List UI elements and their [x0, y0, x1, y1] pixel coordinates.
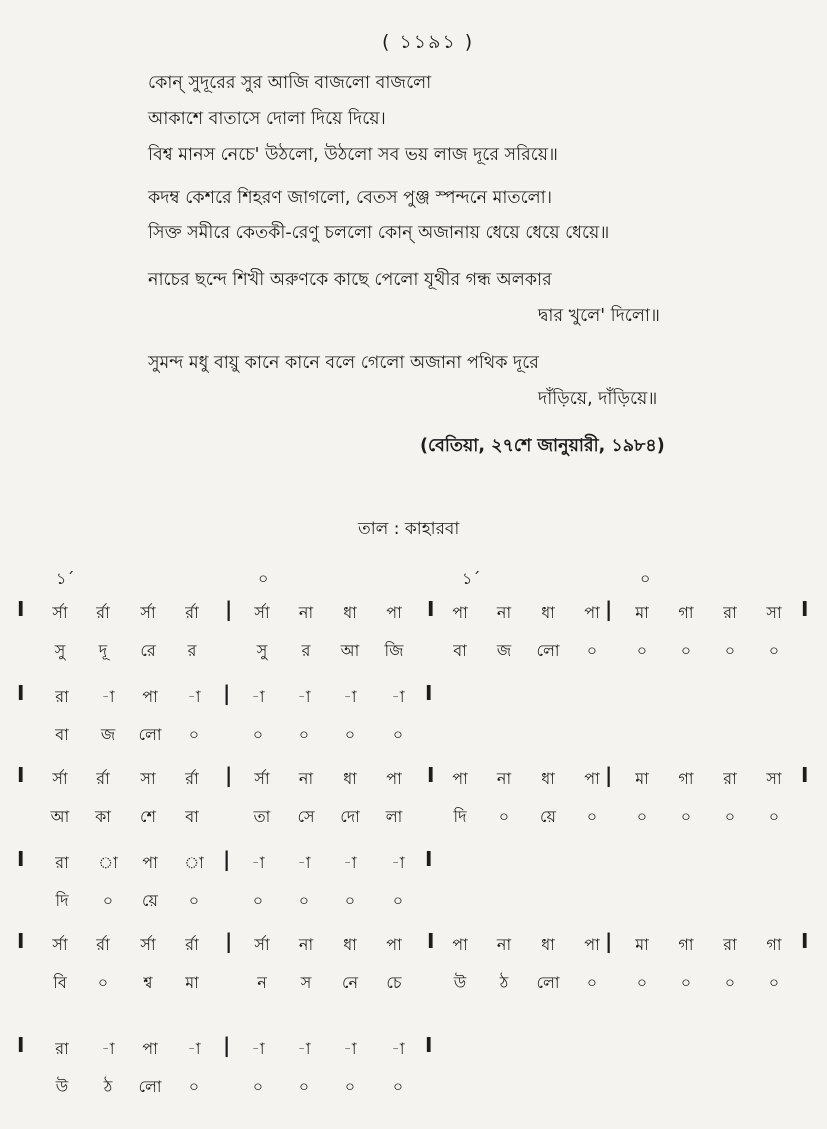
swara-note: -া: [343, 1039, 357, 1058]
swara-note: পা: [452, 935, 468, 954]
swara-note: মা: [635, 935, 649, 954]
bar-line: I: [17, 597, 25, 621]
lyric-line: দ্বার খুলে' দিলো॥: [538, 306, 660, 326]
lyric-syllable: ০: [298, 725, 310, 744]
lyric-syllable: ০: [680, 641, 692, 660]
lyric-syllable: কা: [95, 807, 111, 826]
lyric-syllable: উ: [55, 1077, 69, 1096]
lyric-syllable: জ: [100, 725, 116, 744]
swara-note: -া: [343, 853, 357, 872]
swara-note: -া: [251, 687, 265, 706]
lyric-line: সিক্ত সমীরে কেতকী-রেণু চললো কোন্ অজানায় ধেয়ে ধেয়ে ধেয়ে॥: [148, 223, 610, 243]
lyric-syllable: ০: [768, 641, 780, 660]
lyric-syllable: চে: [386, 973, 402, 992]
bar-line: |: [223, 1033, 231, 1057]
swara-note: গা: [678, 935, 694, 954]
lyric-syllable: আ: [340, 641, 360, 660]
lyric-syllable: ০: [768, 973, 780, 992]
lyric-syllable: ০: [498, 807, 510, 826]
swara-note: রা: [55, 687, 69, 706]
bar-line: I: [801, 929, 809, 953]
lyric-syllable: লো: [138, 1077, 162, 1096]
swara-note: -া: [187, 1039, 201, 1058]
swara-note: র্সা: [52, 935, 68, 954]
bar-line: I: [425, 681, 433, 705]
lyric-syllable: ঠ: [499, 973, 509, 992]
lyric-syllable: ০: [636, 807, 648, 826]
swara-note: র্সা: [52, 603, 68, 622]
lyric-syllable: সু: [54, 641, 66, 660]
lyric-syllable: ০: [252, 725, 264, 744]
lyric-syllable: ০: [586, 973, 598, 992]
swara-note: -া: [297, 1039, 311, 1058]
swara-note: র্রা: [96, 935, 110, 954]
lyric-syllable: ০: [392, 1077, 404, 1096]
swara-note: র্সা: [140, 603, 156, 622]
lyric-syllable: বা: [55, 725, 69, 744]
swara-note: া: [98, 853, 118, 872]
swara-note: পা: [452, 603, 468, 622]
swara-note: গা: [678, 603, 694, 622]
lyric-syllable: ০: [724, 807, 736, 826]
swara-note: া: [184, 853, 204, 872]
swara-note: না: [298, 603, 314, 622]
bar-line: I: [801, 597, 809, 621]
beat-mark: ১´: [462, 569, 481, 588]
lyric-syllable: ০: [636, 641, 648, 660]
lyric-syllable: ঠ: [103, 1077, 113, 1096]
swara-note: -া: [187, 687, 201, 706]
swara-note: ধা: [541, 769, 555, 788]
lyric-syllable: বি: [53, 973, 67, 992]
swara-note: পা: [142, 687, 158, 706]
bar-line: I: [17, 763, 25, 787]
lyric-syllable: ০: [724, 641, 736, 660]
lyric-syllable: ০: [768, 807, 780, 826]
lyric-line: সুমন্দ মধু বায়ু কানে কানে বলে গেলো অজানা পথিক দূরে: [148, 353, 539, 373]
lyric-syllable: ০: [188, 1077, 200, 1096]
swara-note: রা: [723, 935, 737, 954]
lyric-syllable: য়ে: [142, 891, 158, 910]
bar-line: |: [223, 681, 231, 705]
swara-note: -া: [251, 853, 265, 872]
swara-note: র্রা: [96, 769, 110, 788]
swara-note: -া: [343, 687, 357, 706]
bar-line: |: [225, 929, 233, 953]
lyric-syllable: ০: [586, 641, 598, 660]
swara-note: পা: [142, 1039, 158, 1058]
swara-note: না: [496, 769, 512, 788]
bar-line: I: [427, 597, 435, 621]
lyric-syllable: উ: [453, 973, 467, 992]
swara-note: মা: [635, 603, 649, 622]
lyric-syllable: রে: [140, 641, 156, 660]
lyric-syllable: শে: [140, 807, 156, 826]
bar-line: I: [427, 929, 435, 953]
lyric-syllable: সু: [256, 641, 268, 660]
lyric-syllable: ০: [252, 1077, 264, 1096]
lyric-syllable: ০: [188, 725, 200, 744]
swara-note: না: [496, 935, 512, 954]
lyric-syllable: লো: [138, 725, 162, 744]
lyric-syllable: লো: [536, 973, 560, 992]
swara-note: ধা: [343, 935, 357, 954]
lyric-syllable: ০: [586, 807, 598, 826]
swara-note: ধা: [343, 603, 357, 622]
swara-note: পা: [452, 769, 468, 788]
bar-line: |: [605, 929, 613, 953]
swara-note: পা: [386, 935, 402, 954]
lyric-syllable: ০: [298, 1077, 310, 1096]
swara-note: পা: [584, 769, 600, 788]
swara-note: রা: [723, 769, 737, 788]
swara-note: রা: [55, 853, 69, 872]
swara-note: র্সা: [254, 769, 270, 788]
swara-note: -া: [391, 1039, 405, 1058]
bar-line: I: [17, 1033, 25, 1057]
lyric-syllable: আ: [50, 807, 70, 826]
swara-note: -া: [297, 687, 311, 706]
lyric-syllable: র: [187, 641, 197, 660]
swara-note: সা: [766, 603, 782, 622]
bar-line: |: [605, 597, 613, 621]
lyric-syllable: ০: [724, 973, 736, 992]
swara-note: র্সা: [254, 603, 270, 622]
bar-line: I: [17, 929, 25, 953]
swara-note: পা: [386, 769, 402, 788]
lyric-syllable: শ্ব: [143, 973, 153, 992]
lyric-line: কদম্ব কেশরে শিহরণ জাগলো, বেতস পুঞ্জ স্পন্দনে মাতলো।: [148, 188, 552, 208]
swara-note: র্সা: [52, 769, 68, 788]
lyric-syllable: ০: [97, 973, 109, 992]
lyric-syllable: য়ে: [540, 807, 556, 826]
lyric-syllable: লো: [536, 641, 560, 660]
beat-mark: ১´: [56, 569, 75, 588]
swara-note: র্রা: [185, 603, 199, 622]
swara-note: -া: [251, 1039, 265, 1058]
bar-line: |: [225, 597, 233, 621]
bar-line: |: [223, 847, 231, 871]
bar-line: I: [801, 763, 809, 787]
lyric-line: কোন্ সুদূরের সুর আজি বাজলো বাজলো: [148, 73, 432, 93]
lyric-syllable: মা: [185, 973, 199, 992]
bar-line: I: [17, 847, 25, 871]
swara-note: র্সা: [254, 935, 270, 954]
swara-note: না: [496, 603, 512, 622]
beat-mark: ০: [258, 569, 269, 588]
swara-note: র্রা: [185, 935, 199, 954]
bar-line: I: [427, 763, 435, 787]
swara-note: -া: [101, 1039, 115, 1058]
swara-note: -া: [391, 687, 405, 706]
lyric-syllable: দি: [55, 891, 69, 910]
swara-note: র্রা: [96, 603, 110, 622]
tala-heading: তাল : কাহারবা: [358, 519, 460, 539]
swara-note: পা: [386, 603, 402, 622]
lyric-line: দাঁড়িয়ে, দাঁড়িয়ে॥: [538, 389, 658, 409]
beat-mark: ০: [640, 569, 651, 588]
lyric-syllable: জি: [384, 641, 404, 660]
swara-note: ধা: [541, 603, 555, 622]
lyric-syllable: দূ: [98, 641, 108, 660]
lyric-syllable: ০: [188, 891, 200, 910]
lyric-syllable: সে: [297, 807, 315, 826]
swara-note: পা: [584, 935, 600, 954]
swara-note: না: [298, 935, 314, 954]
swara-note: -া: [297, 853, 311, 872]
lyric-syllable: তা: [253, 807, 271, 826]
lyric-syllable: ০: [298, 891, 310, 910]
swara-note: পা: [584, 603, 600, 622]
lyric-syllable: ০: [344, 725, 356, 744]
lyric-syllable: ০: [102, 891, 114, 910]
lyric-syllable: বা: [453, 641, 467, 660]
swara-note: না: [298, 769, 314, 788]
lyric-syllable: বা: [185, 807, 199, 826]
lyric-syllable: ০: [636, 973, 648, 992]
lyric-syllable: ০: [392, 891, 404, 910]
lyric-syllable: লা: [385, 807, 403, 826]
lyric-syllable: ০: [680, 973, 692, 992]
swara-note: পা: [142, 853, 158, 872]
swara-note: -া: [391, 853, 405, 872]
lyric-syllable: নে: [341, 973, 359, 992]
lyric-line: আকাশে বাতাসে দোলা দিয়ে দিয়ে।: [148, 109, 386, 129]
lyric-syllable: ন: [257, 973, 267, 992]
lyric-syllable: ০: [344, 1077, 356, 1096]
swara-note: র্সা: [140, 935, 156, 954]
date-line: (বেতিয়া, ২৭শে জানুয়ারী, ১৯৮৪): [420, 436, 665, 456]
lyric-syllable: জ: [496, 641, 512, 660]
swara-note: ধা: [541, 935, 555, 954]
bar-line: I: [17, 681, 25, 705]
bar-line: I: [425, 1033, 433, 1057]
lyric-syllable: ০: [344, 891, 356, 910]
lyric-syllable: দো: [340, 807, 360, 826]
swara-note: গা: [678, 769, 694, 788]
lyric-line: বিশ্ব মানস নেচে' উঠলো, উঠলো সব ভয় লাজ দূরে সরিয়ে॥: [148, 145, 558, 165]
song-number: ( ১১৯১ ): [382, 31, 475, 53]
swara-note: রা: [55, 1039, 69, 1058]
swara-note: -া: [101, 687, 115, 706]
lyric-syllable: দি: [453, 807, 467, 826]
swara-note: ধা: [343, 769, 357, 788]
lyric-syllable: স: [300, 973, 312, 992]
lyric-line: নাচের ছন্দে শিখী অরুণকে কাছে পেলো যূথীর গন্ধ অলকার: [148, 270, 552, 290]
bar-line: |: [225, 763, 233, 787]
bar-line: |: [605, 763, 613, 787]
swara-note: গা: [766, 935, 782, 954]
swara-note: সা: [140, 769, 156, 788]
lyric-syllable: ০: [252, 891, 264, 910]
swara-note: সা: [766, 769, 782, 788]
swara-note: র্রা: [185, 769, 199, 788]
swara-note: মা: [635, 769, 649, 788]
bar-line: I: [425, 847, 433, 871]
lyric-syllable: ০: [680, 807, 692, 826]
swara-note: রা: [723, 603, 737, 622]
lyric-syllable: ০: [392, 725, 404, 744]
lyric-syllable: র: [301, 641, 311, 660]
